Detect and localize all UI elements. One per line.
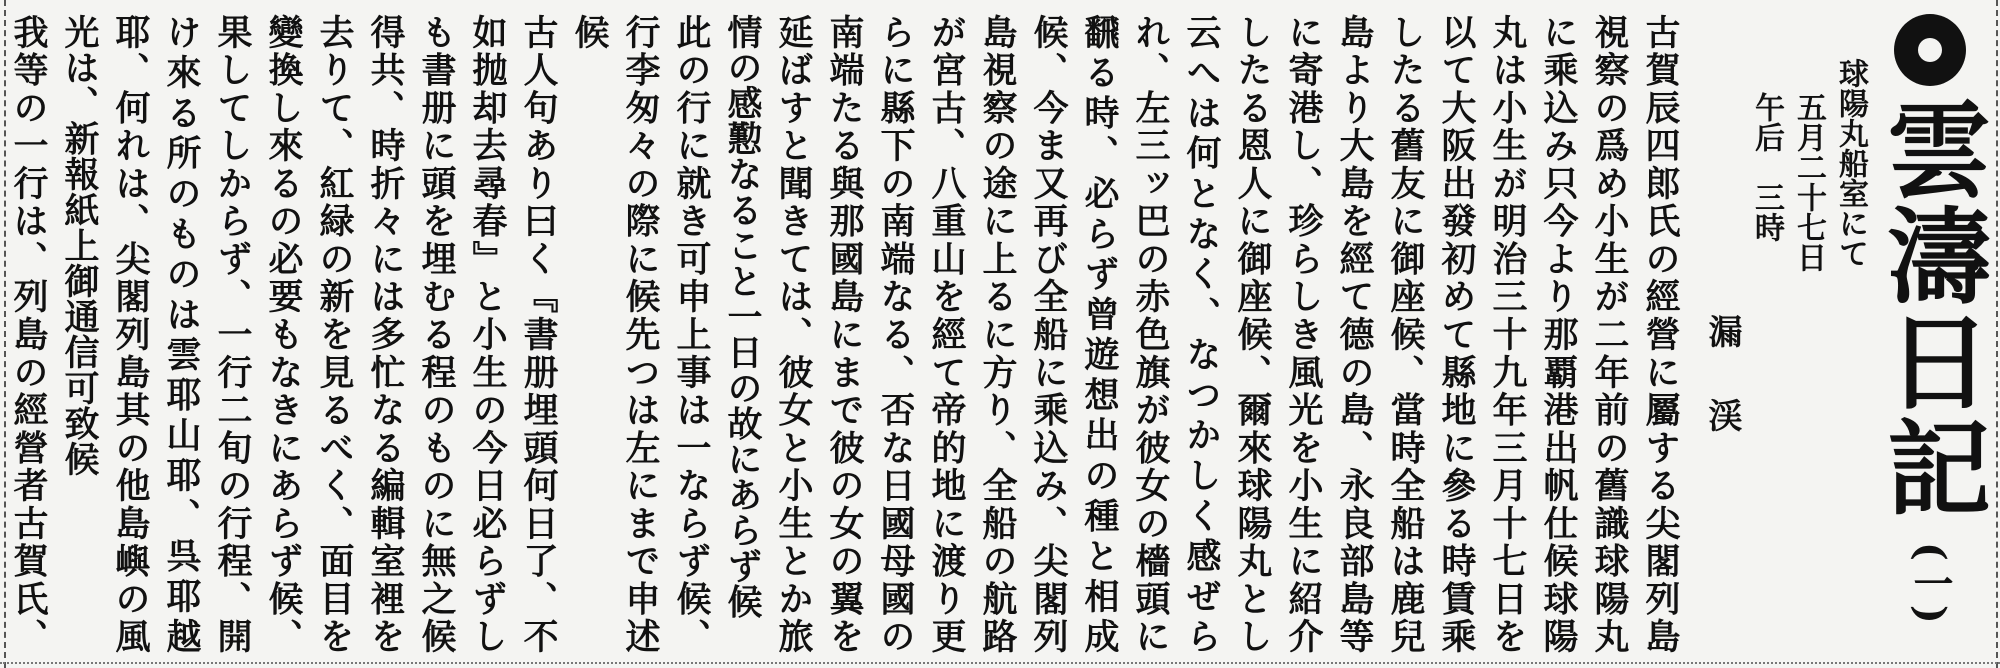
article — [8, 14, 1992, 658]
article-heading — [1700, 14, 1992, 654]
article-title: 雲濤日記 — [1869, 96, 1992, 520]
date-line — [1786, 92, 1826, 272]
place-line: 球陽丸船室にて — [1833, 58, 1868, 268]
title-column — [1869, 14, 1992, 626]
time-line: 午后 三時 — [1749, 92, 1784, 242]
paragraph-2: 此の行に就き可申上事は一ならず候、行李匆々の際に候先つは左にまで申述候 — [569, 14, 712, 654]
author-byline: 漏渓 — [1702, 314, 1742, 482]
bottom-dotted-border — [0, 660, 2000, 664]
paragraph-3: 古人句あり曰く『書册埋頭何日了、不如抛却去尋春』と小生の今日必らずしも書册に頭を埋むる程のものに無之候得共、時折々には多忙なる編輯室裡を去りて、紅緑の新を見るべく、面目を變換し來るの必要もなきにあらず候、果してしからず、一行二旬の行程、開け來る所のものは雲耶山耶、呉耶越耶、何れは、尖閣列島其の他島嶼の風光は、新報紙上御通信可致候 — [59, 14, 559, 654]
part-number: (一) — [1907, 542, 1954, 626]
article-body — [0, 14, 1686, 654]
date-text: 五月二十七日 — [1791, 92, 1826, 272]
paragraph-1: 古賀辰四郎氏の經營に屬する尖閣列島視察の爲め小生が二年前の舊識球陽丸に乘込み只今より那覇港出帆仕候球陽丸は小生が明治三十九年三月十七日を以て大阪出發初めて縣地に參る時賃乘したる舊友に御座候、當時全船は鹿兒島より大島を經て德の島、永良部島等に寄港し、珍らしき風光を小生に紹介したる恩人に御座候、爾來球陽丸とし云へは何となく、なつかしく感ぜられ、左三ッ巴の赤色旗が彼女の檣頭に飜る時、必らず曾遊想出の種と相成候、今ま又再び全船に乘込み、尖閣列島視察の途に上るに方り、全船の航路が宮古、八重山を經て帝的地に渡り更らに縣下の南端なる、否な日國母國の南端たる與那國島にまで彼の女の翼を延ばすと聞きては、彼女と小生とか旅情の感懃なること一日の故にあらず候 — [722, 14, 1681, 654]
title-circle-mark-icon — [1894, 14, 1966, 86]
paragraph-4: 我等の一行は、列島の經營者古賀氏、 — [8, 14, 49, 654]
meta-block — [1742, 14, 1868, 272]
right-dashed-border — [1993, 0, 1998, 668]
